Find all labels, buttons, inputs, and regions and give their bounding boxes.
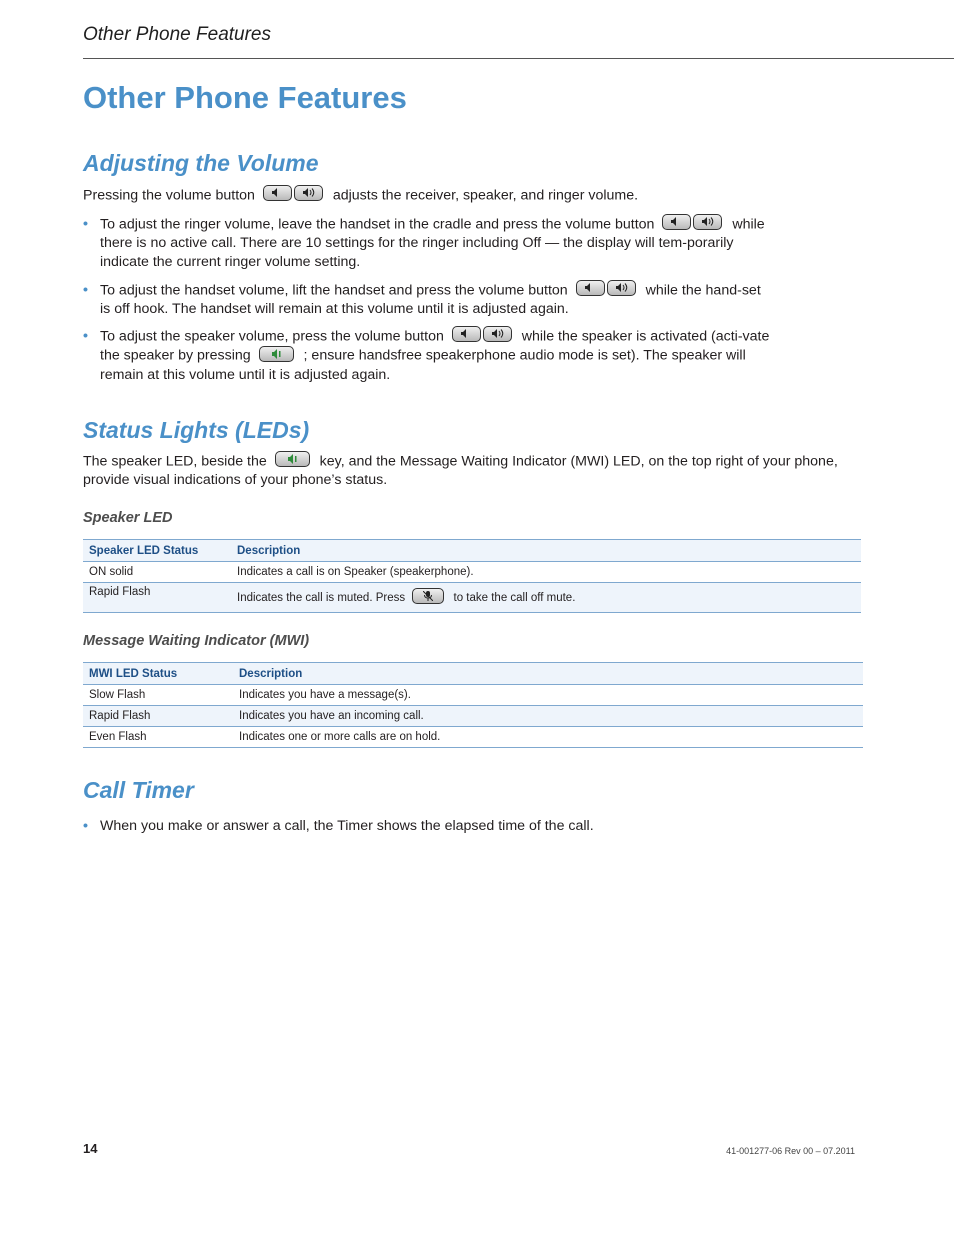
- table-cell: ON solid: [83, 562, 231, 583]
- running-head: Other Phone Features: [83, 24, 271, 45]
- volume-button-icon: [452, 325, 514, 344]
- bullet-text-after: while there is no active call. There are 10 settings for the ringer including Off — the display will tem-porarily indicate the current ringer volume setting.: [100, 216, 765, 271]
- cell-text-after: to take the call off mute.: [453, 591, 576, 604]
- table-row: [83, 727, 863, 748]
- table-cell: Rapid Flash: [83, 706, 233, 727]
- bullet-text: To adjust the speaker volume, press the volume button: [100, 328, 444, 345]
- mute-key-icon: [412, 588, 446, 604]
- section-title-call-timer: Call Timer: [83, 777, 194, 803]
- bullet-text-after: while the hand-set is off hook. The handset will remain at this volume until it is adjusted again.: [100, 282, 761, 318]
- list-item: [83, 215, 773, 272]
- volume-intro: [83, 186, 863, 205]
- list-item: [83, 327, 773, 385]
- table-cell: Rapid Flash: [83, 583, 231, 613]
- cell-text: Indicates the call is muted. Press: [237, 591, 406, 604]
- section-title-status-lights: Status Lights (LEDs): [83, 417, 310, 443]
- mwi-table: [83, 662, 863, 748]
- table-row: [83, 685, 863, 706]
- column-header: Description: [233, 663, 863, 685]
- table-cell: Slow Flash: [83, 685, 233, 706]
- column-header: MWI LED Status: [83, 663, 233, 685]
- section-title-volume: Adjusting the Volume: [83, 150, 319, 176]
- status-intro-text: The speaker LED, beside the: [83, 453, 267, 470]
- list-item: [83, 281, 773, 319]
- bullet-text: When you make or answer a call, the Timer shows the elapsed time of the call.: [100, 818, 594, 834]
- header-rule: [83, 58, 954, 59]
- table-row: [83, 583, 861, 613]
- table-row: [83, 562, 861, 583]
- column-header: Description: [231, 540, 861, 562]
- page-title: Other Phone Features: [83, 80, 407, 115]
- volume-button-icon: [662, 213, 724, 232]
- subsection-title-speaker-led: Speaker LED: [83, 510, 173, 526]
- volume-button-icon: [576, 279, 638, 298]
- table-cell: [231, 583, 861, 613]
- status-intro: [83, 452, 853, 490]
- speaker-key-icon: [275, 450, 312, 469]
- bullet-text-middle: while the speaker is activated (acti-vate the speaker by pressing: [100, 328, 770, 364]
- bullet-dot: •: [83, 216, 88, 232]
- list-item: [83, 817, 843, 836]
- speaker-led-table: [83, 539, 861, 613]
- bullet-dot: •: [83, 328, 88, 344]
- bullet-text: To adjust the ringer volume, leave the handset in the cradle and press the volume button: [100, 216, 655, 233]
- table-row: [83, 706, 863, 727]
- table-cell: Even Flash: [83, 727, 233, 748]
- bullet-dot: •: [83, 282, 88, 298]
- table-header-row: [83, 663, 863, 685]
- volume-intro-text: Pressing the volume button: [83, 187, 255, 204]
- page-number: 14: [83, 1141, 98, 1156]
- table-cell: Indicates you have an incoming call.: [233, 706, 863, 727]
- table-cell: Indicates one or more calls are on hold.: [233, 727, 863, 748]
- subsection-title-mwi: Message Waiting Indicator (MWI): [83, 633, 310, 649]
- table-cell: Indicates you have a message(s).: [233, 685, 863, 706]
- table-header-row: [83, 540, 861, 562]
- volume-button-icon: [263, 184, 325, 203]
- speaker-key-icon: [259, 344, 296, 363]
- volume-intro-text-after: adjusts the receiver, speaker, and ringer volume.: [332, 187, 639, 204]
- table-cell: Indicates a call is on Speaker (speakerphone).: [231, 562, 861, 583]
- bullet-text-after: ; ensure handsfree speakerphone audio mode is set). The speaker will remain at this volume until it is adjusted again.: [100, 347, 746, 383]
- status-intro-text-after: key, and the Message Waiting Indicator (MWI) LED, on the top right of your phone, provide visual indications of your phone’s status.: [83, 453, 838, 489]
- bullet-text: To adjust the handset volume, lift the handset and press the volume button: [100, 282, 568, 299]
- bullet-dot: •: [83, 818, 88, 834]
- document-id: 41-001277-06 Rev 00 – 07.2011: [726, 1146, 855, 1156]
- column-header: Speaker LED Status: [83, 540, 231, 562]
